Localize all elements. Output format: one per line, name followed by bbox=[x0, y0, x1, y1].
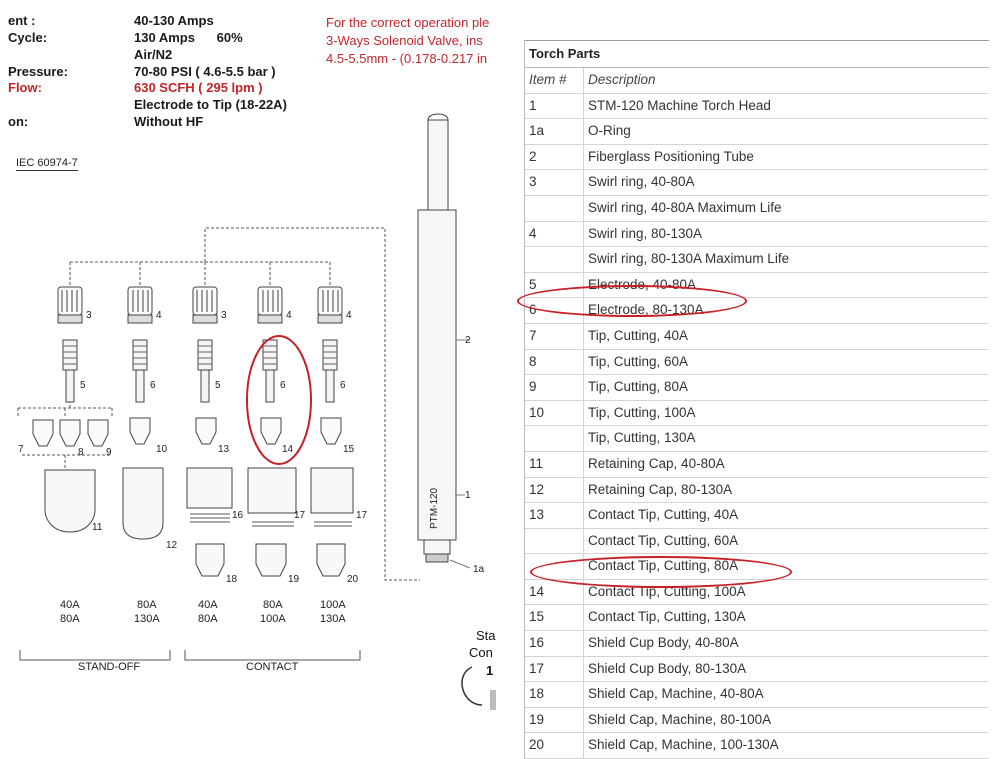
highlight-circle-contact-tip-row bbox=[530, 556, 792, 588]
amp-range: 100A bbox=[260, 613, 286, 625]
item-description: Contact Tip, Cutting, 80A bbox=[588, 558, 739, 574]
table-row bbox=[525, 247, 989, 273]
callout: 3 bbox=[86, 310, 92, 321]
item-number: 1a bbox=[525, 119, 584, 144]
item-number: 9 bbox=[525, 375, 584, 400]
table-row bbox=[525, 605, 989, 631]
callout: 17 bbox=[294, 510, 306, 521]
table-row bbox=[525, 375, 989, 401]
callout: 14 bbox=[282, 444, 294, 455]
table-row bbox=[525, 170, 989, 196]
item-number bbox=[525, 529, 584, 554]
item-description: Tip, Cutting, 80A bbox=[588, 379, 689, 395]
item-number: 14 bbox=[525, 580, 584, 605]
item-number: 5 bbox=[525, 273, 584, 298]
partial-label: Sta bbox=[476, 628, 496, 643]
callout: 3 bbox=[221, 310, 227, 321]
item-number: 17 bbox=[525, 657, 584, 682]
item-number: 11 bbox=[525, 452, 584, 477]
item-number: 15 bbox=[525, 605, 584, 630]
spec-label: Flow: bbox=[8, 80, 42, 95]
spec-value: Without HF bbox=[134, 114, 204, 129]
partial-label: Con bbox=[469, 645, 493, 660]
group-label-contact: CONTACT bbox=[246, 661, 299, 673]
spec-label: Cycle: bbox=[8, 30, 48, 45]
item-description: Tip, Cutting, 40A bbox=[588, 327, 689, 343]
item-number: 19 bbox=[525, 708, 584, 733]
table-row bbox=[525, 119, 989, 145]
table-row bbox=[525, 350, 989, 376]
table-row bbox=[525, 94, 989, 120]
callout: 9 bbox=[106, 447, 112, 458]
item-number: 6 bbox=[525, 298, 584, 323]
amp-range: 40A bbox=[60, 599, 80, 611]
table-row bbox=[525, 324, 989, 350]
callout: 15 bbox=[343, 444, 355, 455]
amp-range: 80A bbox=[137, 599, 157, 611]
item-number: 10 bbox=[525, 401, 584, 426]
amp-range: 130A bbox=[134, 613, 160, 625]
item-description: Shield Cap, Machine, 80-100A bbox=[588, 711, 772, 727]
amp-range: 100A bbox=[320, 599, 346, 611]
callout: 10 bbox=[156, 444, 168, 455]
item-description: Contact Tip, Cutting, 100A bbox=[588, 583, 746, 599]
spec-value: 630 SCFH ( 295 lpm ) bbox=[134, 80, 263, 95]
item-description: Tip, Cutting, 130A bbox=[588, 430, 696, 446]
item-description: Retaining Cap, 40-80A bbox=[588, 455, 725, 471]
item-description: Electrode, 80-130A bbox=[588, 302, 704, 318]
callout: 7 bbox=[18, 444, 24, 455]
item-description: Swirl ring, 40-80A bbox=[588, 174, 695, 190]
spec-label: Pressure: bbox=[8, 64, 68, 79]
amp-range: 80A bbox=[60, 613, 80, 625]
callout: 11 bbox=[92, 522, 103, 533]
item-number: 20 bbox=[525, 733, 584, 758]
callout: 4 bbox=[156, 310, 162, 321]
item-description: STM-120 Machine Torch Head bbox=[588, 97, 771, 113]
callout: 6 bbox=[150, 380, 156, 391]
item-number bbox=[525, 247, 584, 272]
callout: 6 bbox=[340, 380, 346, 391]
item-number: 16 bbox=[525, 631, 584, 656]
callout: 6 bbox=[280, 380, 286, 391]
item-number: 18 bbox=[525, 682, 584, 707]
callout: 20 bbox=[347, 574, 359, 585]
standard-label: IEC 60974-7 bbox=[16, 157, 78, 169]
table-header-row bbox=[525, 68, 989, 94]
header-description: Description bbox=[588, 72, 656, 87]
item-description: Contact Tip, Cutting, 40A bbox=[588, 507, 739, 523]
operation-note: For the correct operation ple bbox=[326, 15, 490, 30]
table-row bbox=[525, 478, 989, 504]
table-row bbox=[525, 452, 989, 478]
table-row bbox=[525, 426, 989, 452]
item-description: Contact Tip, Cutting, 60A bbox=[588, 532, 739, 548]
spec-value: Electrode to Tip (18-22A) bbox=[134, 97, 287, 112]
item-description: O-Ring bbox=[588, 123, 631, 139]
item-description: Electrode, 40-80A bbox=[588, 276, 697, 292]
callout: 1 bbox=[465, 490, 471, 501]
torch-model-label: PTM-120 bbox=[429, 487, 440, 529]
table-row bbox=[525, 196, 989, 222]
callout: 2 bbox=[465, 335, 471, 346]
item-number: 2 bbox=[525, 145, 584, 170]
item-number bbox=[525, 196, 584, 221]
torch-parts-table bbox=[524, 40, 989, 759]
item-number: 1 bbox=[525, 94, 584, 119]
item-description: Shield Cap, Machine, 40-80A bbox=[588, 686, 764, 702]
item-number: 4 bbox=[525, 222, 584, 247]
callout: 17 bbox=[356, 510, 368, 521]
spec-value: 40-130 Amps bbox=[134, 13, 214, 28]
item-number: 13 bbox=[525, 503, 584, 528]
item-number bbox=[525, 426, 584, 451]
callout: 1a bbox=[473, 564, 485, 575]
callout: 4 bbox=[286, 310, 292, 321]
spec-value: Air/N2 bbox=[134, 47, 173, 62]
item-number: 12 bbox=[525, 478, 584, 503]
table-row bbox=[525, 733, 989, 759]
spec-label: on: bbox=[8, 114, 29, 129]
item-number: 7 bbox=[525, 324, 584, 349]
table-row bbox=[525, 657, 989, 683]
amp-range: 40A bbox=[198, 599, 218, 611]
item-description: Swirl ring, 80-130A Maximum Life bbox=[588, 251, 790, 267]
callout: 18 bbox=[226, 574, 238, 585]
callout: 8 bbox=[78, 447, 84, 458]
item-description: Contact Tip, Cutting, 130A bbox=[588, 609, 746, 625]
group-label-standoff: STAND-OFF bbox=[78, 661, 141, 673]
item-description: Tip, Cutting, 100A bbox=[588, 404, 696, 420]
table-row bbox=[525, 145, 989, 171]
operation-note: 3-Ways Solenoid Valve, ins bbox=[326, 33, 483, 48]
table-row bbox=[525, 401, 989, 427]
callout: 19 bbox=[288, 574, 300, 585]
group-bracket bbox=[20, 650, 360, 660]
operation-note: 4.5-5.5mm - (0.178-0.217 in bbox=[326, 51, 488, 66]
callout: 12 bbox=[166, 540, 178, 551]
partial-label: 1 bbox=[486, 663, 494, 678]
table-row bbox=[525, 682, 989, 708]
callout: 13 bbox=[218, 444, 230, 455]
item-number: 3 bbox=[525, 170, 584, 195]
table-row bbox=[525, 708, 989, 734]
amp-range: 130A bbox=[320, 613, 346, 625]
callout: 16 bbox=[232, 510, 244, 521]
item-description: Shield Cup Body, 40-80A bbox=[588, 635, 739, 651]
table-title: Torch Parts bbox=[525, 40, 989, 68]
amp-range: 80A bbox=[198, 613, 218, 625]
item-description: Shield Cap, Machine, 100-130A bbox=[588, 737, 779, 753]
table-row bbox=[525, 503, 989, 529]
table-row bbox=[525, 529, 989, 555]
item-description: Swirl ring, 40-80A Maximum Life bbox=[588, 199, 782, 215]
header-item: Item # bbox=[525, 68, 584, 93]
table-row bbox=[525, 222, 989, 248]
highlight-circle-electrode-row bbox=[517, 285, 747, 317]
amp-range: 80A bbox=[263, 599, 283, 611]
spec-label: ent : bbox=[8, 13, 36, 28]
item-description: Swirl ring, 80-130A bbox=[588, 225, 703, 241]
table-row bbox=[525, 631, 989, 657]
table-body bbox=[525, 94, 989, 759]
item-number: 8 bbox=[525, 350, 584, 375]
item-description: Fiberglass Positioning Tube bbox=[588, 148, 754, 164]
item-description: Tip, Cutting, 60A bbox=[588, 353, 689, 369]
callout: 5 bbox=[215, 380, 221, 391]
spec-value: 70-80 PSI ( 4.6-5.5 bar ) bbox=[134, 64, 276, 79]
item-description: Shield Cup Body, 80-130A bbox=[588, 660, 747, 676]
spec-value: 130 Amps 60% bbox=[134, 30, 243, 45]
callout: 5 bbox=[80, 380, 86, 391]
callout: 4 bbox=[346, 310, 352, 321]
item-description: Retaining Cap, 80-130A bbox=[588, 481, 733, 497]
